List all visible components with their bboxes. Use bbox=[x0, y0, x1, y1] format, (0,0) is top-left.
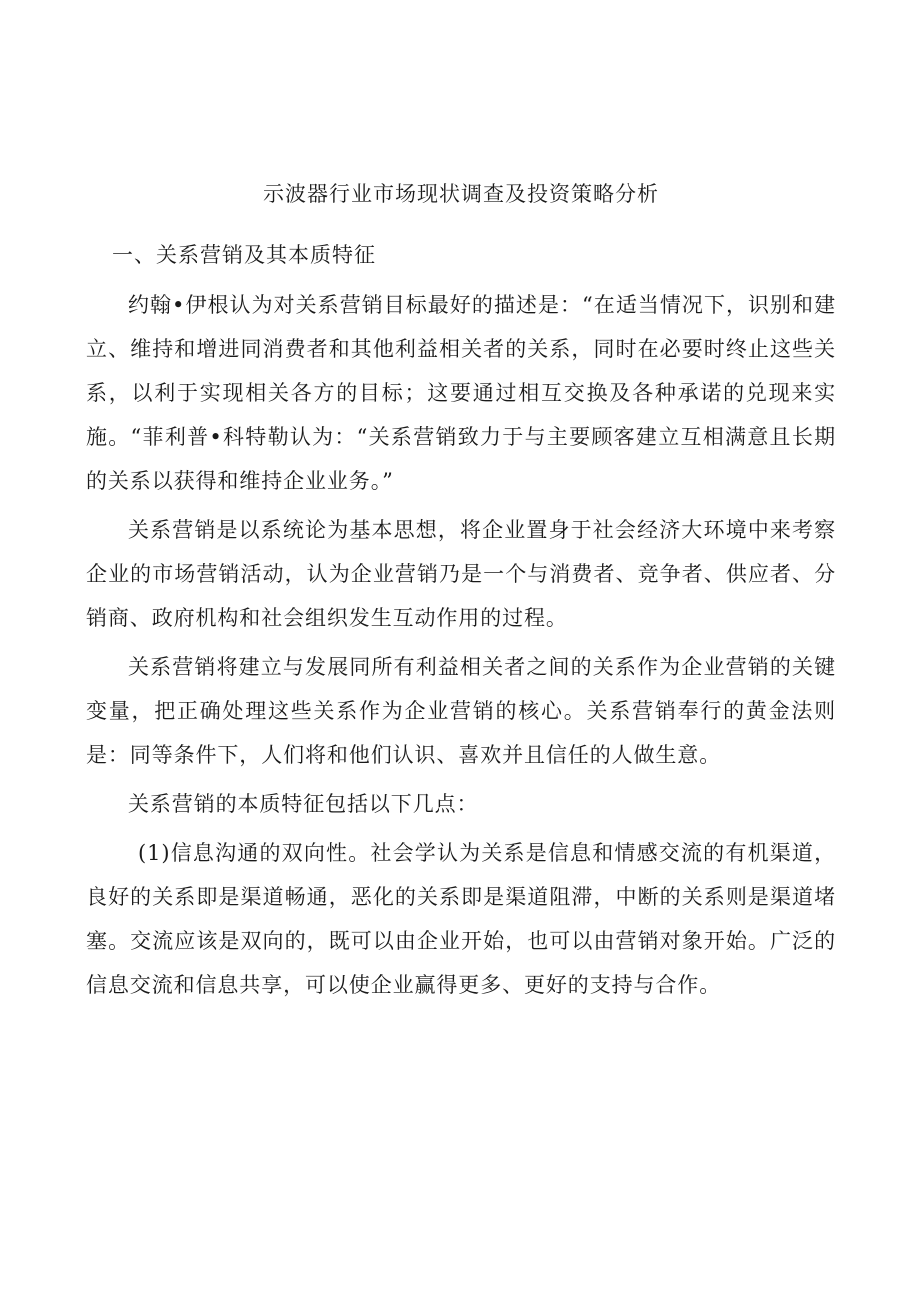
document-title: 示波器行业市场现状调查及投资策略分析 bbox=[263, 182, 659, 206]
section-heading: 一、关系营销及其本质特征 bbox=[112, 243, 376, 267]
paragraph-systems-view: 关系营销是以系统论为基本思想，将企业置身于社会经济大环境中来考察企业的市场营销活动，认为企业营销乃是一个与消费者、竞争者、供应者、分销商、政府机构和社会组织发生互动作用的过程。 bbox=[86, 518, 836, 630]
paragraph-features-intro: 关系营销的本质特征包括以下几点： bbox=[128, 792, 479, 816]
paragraph-feature-1: (1)信息沟通的双向性。社会学认为关系是信息和情感交流的有机渠道，良好的关系即是渠道畅通，恶化的关系即是渠道阻滞，中断的关系则是渠道堵塞。交流应该是双向的，既可以由企业开始，也可以由营销对象开始。广泛的信息交流和信息共享，可以使企业赢得更多、更好的支持与合作。 bbox=[86, 841, 836, 997]
paragraph-golden-rule: 关系营销将建立与发展同所有利益相关者之间的关系作为企业营销的关键变量，把正确处理这些关系作为企业营销的核心。关系营销奉行的黄金法则是：同等条件下，人们将和他们认识、喜欢并且信任的人做生意。 bbox=[86, 655, 836, 767]
document-body bbox=[86, 283, 836, 1012]
paragraph-definition: 约翰•伊根认为对关系营销目标最好的描述是：“在适当情况下，识别和建立、维持和增进同消费者和其他利益相关者的关系，同时在必要时终止这些关系，以利于实现相关各方的目标；这要通过相互交换及各种承诺的兑现来实施。“菲利普•科特勒认为：“关系营销致力于与主要顾客建立互相满意且长期的关系以获得和维持企业业务。” bbox=[86, 293, 836, 493]
